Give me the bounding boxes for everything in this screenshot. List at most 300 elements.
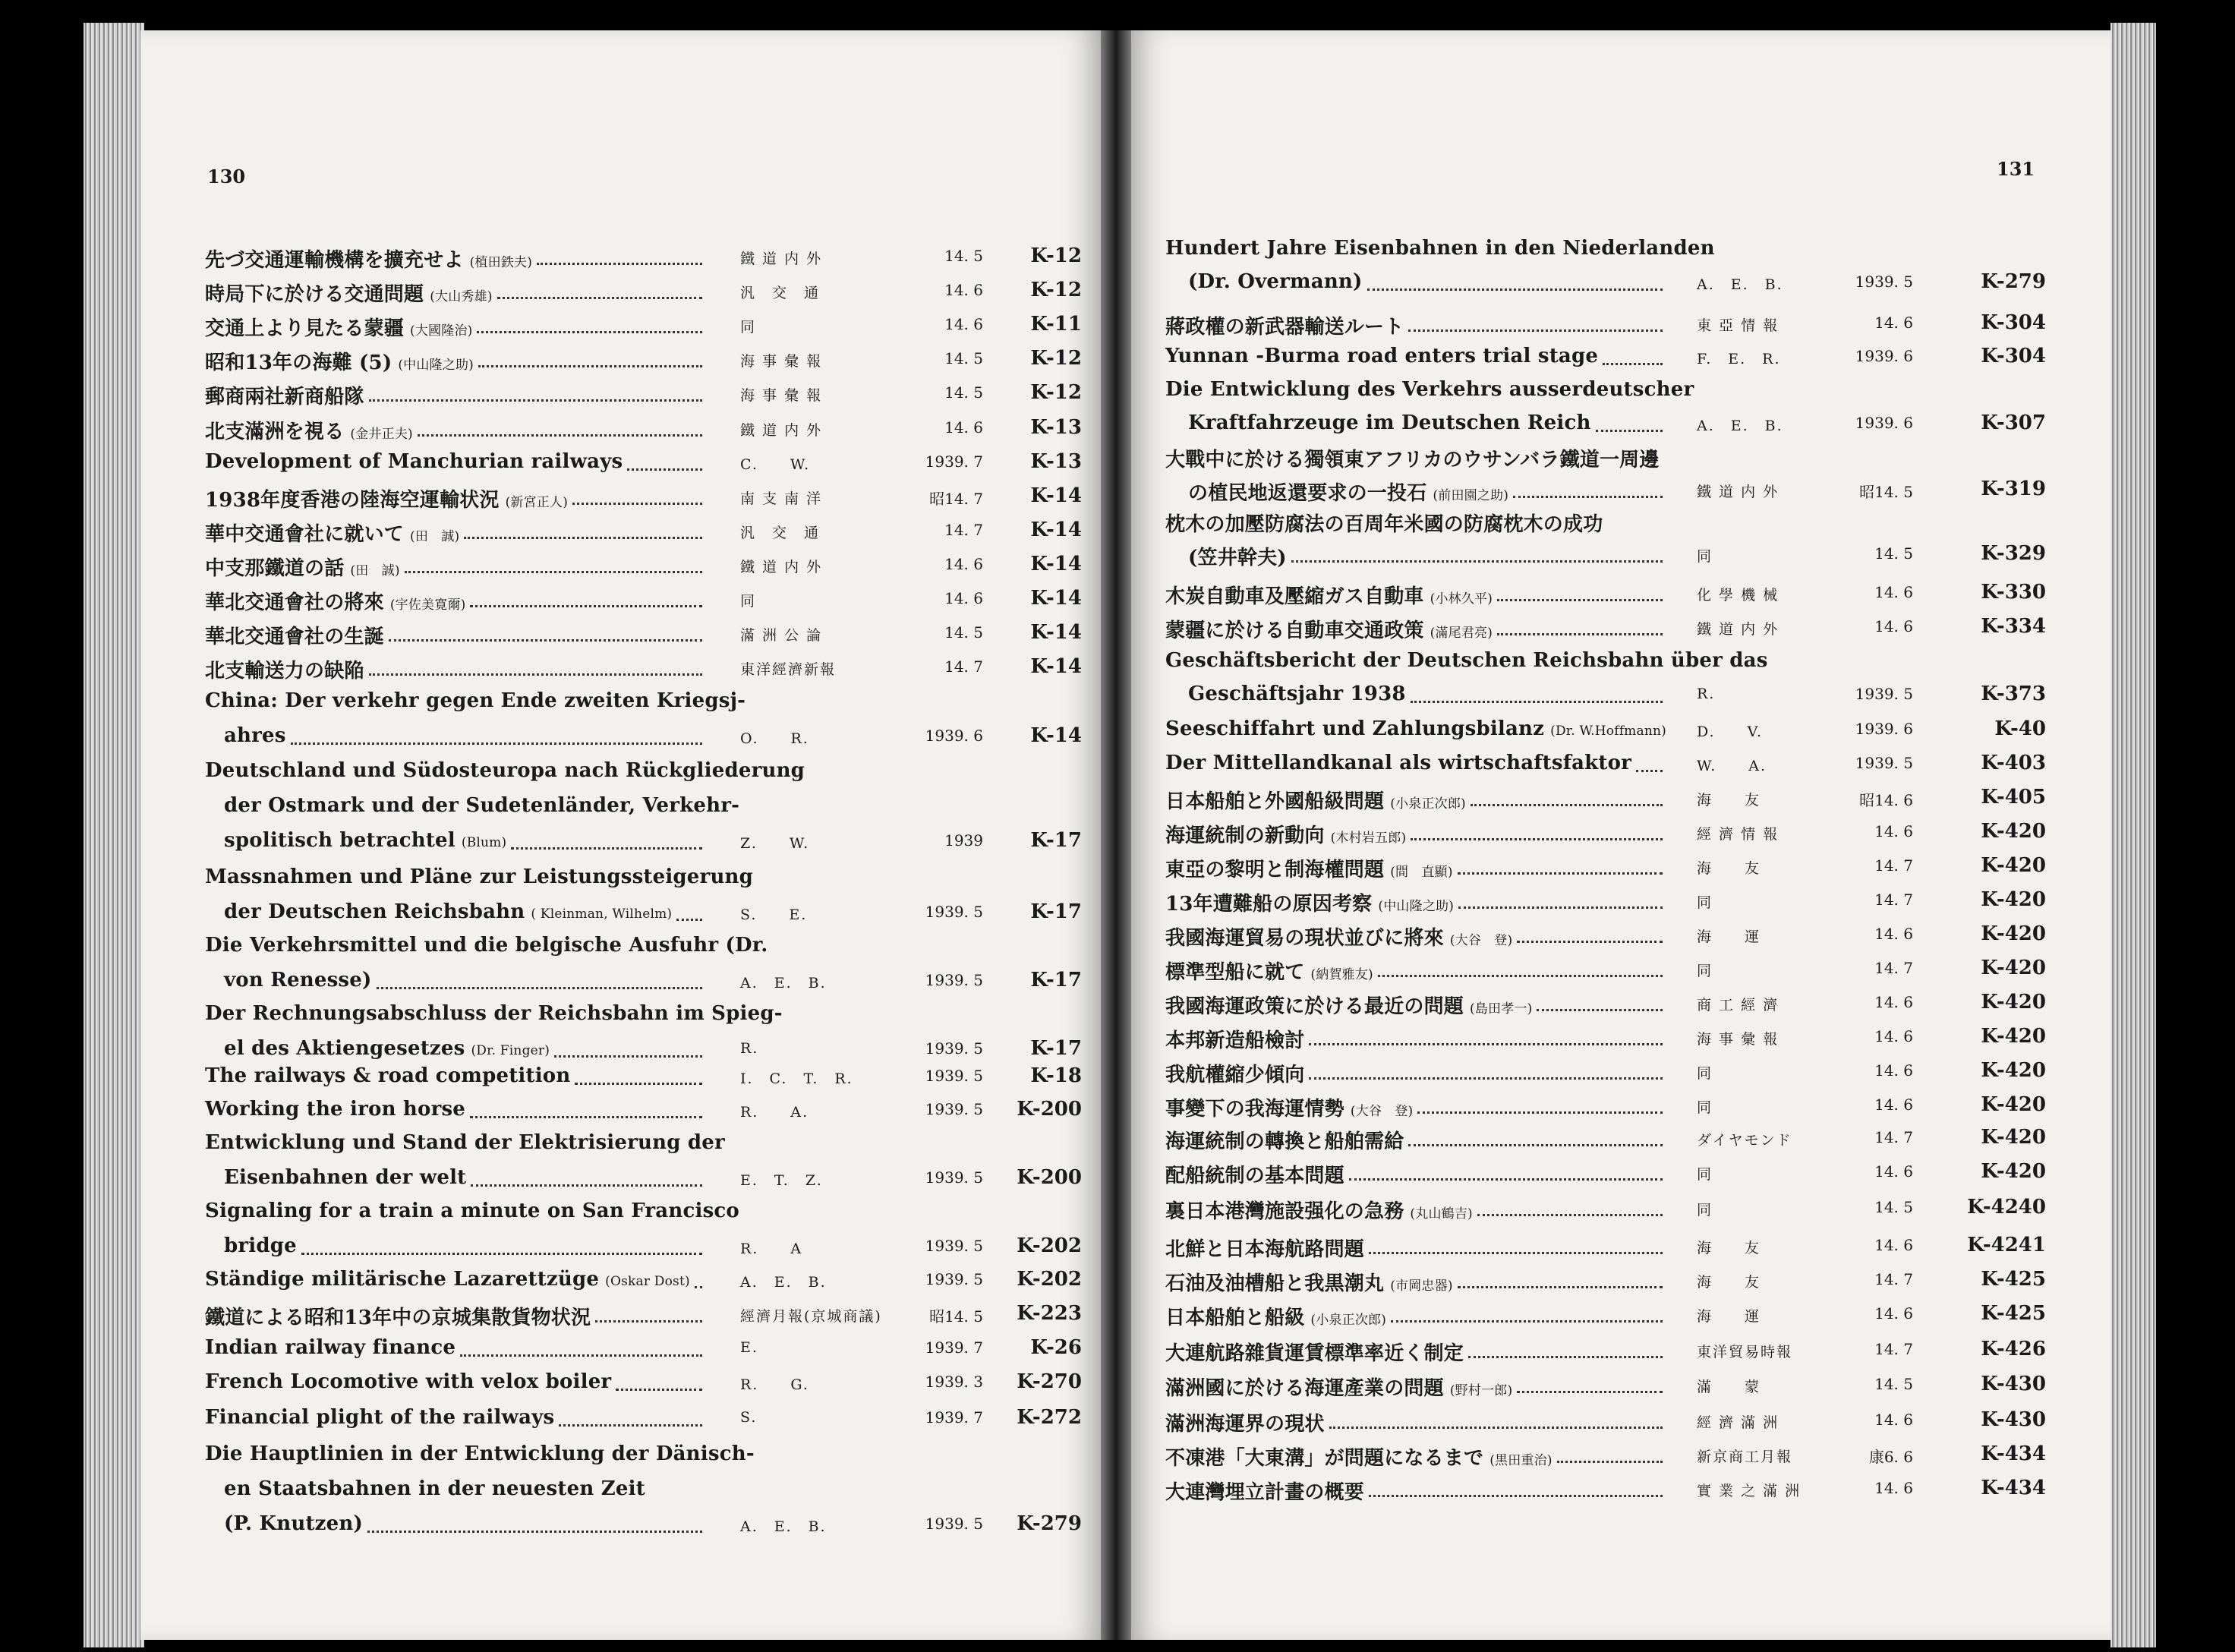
entry-author: (大國隆治) xyxy=(410,323,473,339)
leader-dots xyxy=(575,1083,702,1085)
entry-line xyxy=(205,553,400,581)
entry-source: 海 友 xyxy=(1697,1274,1761,1291)
leader-dots xyxy=(1468,1356,1663,1358)
entry-title-continuation: ahres xyxy=(224,724,286,747)
entry-code: K-420 xyxy=(1981,1160,2046,1183)
entry-date: 康6. 6 xyxy=(1868,1448,1913,1466)
list-item xyxy=(140,655,1101,690)
entry-title-continuation: bridge xyxy=(224,1234,297,1257)
entry-date: 14. 6 xyxy=(944,589,983,607)
entry-source: R. G. xyxy=(740,1376,809,1393)
entry-source: 東洋貿易時報 xyxy=(1697,1344,1793,1360)
list-item xyxy=(1131,1196,2110,1229)
left-page xyxy=(140,30,1101,1640)
entry-title: 滿洲國に於ける海運產業の問題 xyxy=(1165,1377,1444,1400)
entry-author: (滿尾君亮) xyxy=(1430,626,1493,641)
list-item xyxy=(1131,237,2110,304)
entry-code: K-434 xyxy=(1981,1442,2046,1465)
list-item xyxy=(1131,820,2110,853)
entry-source: W. A. xyxy=(1697,758,1767,774)
entry-title: 北鮮と日本海航路問題 xyxy=(1165,1238,1365,1261)
leader-dots xyxy=(554,1055,702,1058)
entry-line xyxy=(1165,922,1512,951)
leader-dots xyxy=(1596,430,1663,432)
entry-code: K-420 xyxy=(1981,888,2046,911)
entry-date: 1939. 5 xyxy=(925,1168,983,1187)
list-item xyxy=(140,279,1101,314)
list-item xyxy=(1131,615,2110,648)
list-item xyxy=(1131,991,2110,1024)
entry-date: 14. 6 xyxy=(1874,617,1913,635)
entry-date: 14. 6 xyxy=(1874,1061,1913,1080)
leader-dots xyxy=(1408,329,1663,332)
entry-source: A. E. B. xyxy=(1697,276,1783,293)
entry-code: K-223 xyxy=(1017,1302,1082,1325)
entry-source: 同 xyxy=(1697,1065,1713,1082)
entry-title: China: Der verkehr gegen Ende zweiten Kriegsj- xyxy=(205,689,746,712)
leader-dots xyxy=(470,605,702,607)
list-item xyxy=(1131,378,2110,445)
list-item xyxy=(140,1406,1101,1441)
entry-source: E. xyxy=(740,1339,758,1356)
leader-dots xyxy=(1309,1077,1663,1080)
entry-title: 裏日本港灣施設强化の急務 xyxy=(1165,1200,1404,1223)
entry-title: Working the iron horse xyxy=(205,1098,466,1121)
leader-dots xyxy=(511,847,702,850)
entry-source: 南 支 南 洋 xyxy=(740,490,823,507)
entry-date: 14. 6 xyxy=(944,281,983,299)
entry-line xyxy=(224,900,672,923)
entry-date: 14. 5 xyxy=(1874,544,1913,563)
entry-source: 海 運 xyxy=(1697,928,1761,945)
entry-source: 化 學 機 械 xyxy=(1697,587,1779,604)
entry-source: F. E. R. xyxy=(1697,351,1781,367)
entry-code: K-200 xyxy=(1017,1098,1082,1121)
entry-date: 14. 5 xyxy=(944,623,983,642)
entry-line xyxy=(224,829,506,852)
entry-code: K-420 xyxy=(1981,957,2046,979)
entry-source: A. E. B. xyxy=(740,975,827,992)
entry-line xyxy=(1165,786,1466,814)
entry-source: 海 友 xyxy=(1697,1240,1761,1256)
entry-line xyxy=(205,484,568,512)
list-item xyxy=(1131,1268,2110,1301)
entry-date: 14. 7 xyxy=(1874,891,1913,909)
list-item xyxy=(1131,509,2110,575)
entry-date: 14. 7 xyxy=(944,521,983,539)
list-item xyxy=(1131,717,2110,751)
entry-title-continuation: el des Aktiengesetzes xyxy=(224,1037,465,1060)
entry-title: 昭和13年の海難 (5) xyxy=(205,352,392,374)
entry-date: 14. 5 xyxy=(1874,1198,1913,1216)
leader-dots xyxy=(1513,496,1663,498)
entry-title: Development of Manchurian railways xyxy=(205,450,623,473)
leader-dots xyxy=(1458,1286,1663,1288)
list-item xyxy=(140,244,1101,279)
entry-title: Der Mittellandkanal als wirtschaftsfaktor xyxy=(1165,752,1632,774)
list-item xyxy=(140,865,1101,935)
entry-code: K-420 xyxy=(1981,1025,2046,1048)
entry-code: K-17 xyxy=(1030,829,1082,852)
entry-date: 14. 6 xyxy=(944,418,983,437)
entry-author: (木村岩五郎) xyxy=(1330,831,1407,846)
list-item xyxy=(1131,345,2110,378)
book-edge-right xyxy=(2110,23,2156,1647)
entry-title-continuation: en Staatsbahnen in der neuesten Zeit xyxy=(224,1477,645,1500)
list-item xyxy=(140,1268,1101,1303)
leader-dots xyxy=(1471,804,1663,806)
entry-code: K-304 xyxy=(1981,311,2046,334)
entry-source: 滿 洲 公 論 xyxy=(740,627,823,644)
entry-title: Massnahmen und Pläne zur Leistungssteigerung xyxy=(205,865,754,888)
list-item xyxy=(140,313,1101,348)
entry-author: (小泉正次郎) xyxy=(1390,796,1466,812)
entry-code: K-18 xyxy=(1030,1064,1082,1087)
entry-source: 海 事 彙 報 xyxy=(740,387,823,404)
list-item xyxy=(140,1442,1101,1547)
entry-author: (黒田重治) xyxy=(1489,1453,1553,1468)
entry-author: (小泉正次郎) xyxy=(1310,1313,1387,1328)
leader-dots xyxy=(1458,872,1663,875)
entry-source: R. xyxy=(740,1040,759,1057)
list-item xyxy=(1131,752,2110,785)
entry-code: K-13 xyxy=(1030,450,1082,473)
entry-date: 14. 7 xyxy=(1874,1340,1913,1358)
leader-dots xyxy=(616,1389,702,1391)
entry-date: 昭14. 7 xyxy=(929,490,983,508)
entry-code: K-334 xyxy=(1981,615,2046,638)
entry-source: E. T. Z. xyxy=(740,1172,823,1189)
list-item xyxy=(1131,1126,2110,1159)
entry-code: K-279 xyxy=(1017,1512,1082,1535)
entry-date: 14. 6 xyxy=(1874,1162,1913,1181)
entry-source: 經濟月報(京城商議) xyxy=(740,1308,882,1325)
leader-dots xyxy=(1477,1214,1663,1216)
entry-code: K-329 xyxy=(1981,542,2046,565)
entry-source: A. E. B. xyxy=(740,1518,827,1535)
entry-code: K-12 xyxy=(1030,244,1082,267)
list-item xyxy=(1131,1442,2110,1476)
entry-author: (Blum) xyxy=(461,835,507,850)
leader-dots xyxy=(1603,363,1663,365)
entry-code: K-434 xyxy=(1981,1477,2046,1499)
entry-title: Signaling for a train a minute on San Francisco xyxy=(205,1200,739,1222)
entry-source: 海 友 xyxy=(1697,792,1761,809)
list-item xyxy=(140,1131,1101,1201)
entry-source: R. A xyxy=(740,1241,803,1257)
leader-dots xyxy=(471,1184,702,1187)
entry-date: 1939. 5 xyxy=(925,1237,983,1255)
leader-dots xyxy=(537,263,702,265)
entry-source: S. xyxy=(740,1409,758,1426)
entry-title: 海運統制の轉換と船舶需給 xyxy=(1165,1130,1404,1153)
entry-title: 時局下に於ける交通問題 xyxy=(205,283,424,306)
entry-code: K-17 xyxy=(1030,900,1082,923)
entry-code: K-14 xyxy=(1030,587,1082,610)
leader-dots xyxy=(1458,906,1663,909)
leader-dots xyxy=(464,537,702,539)
list-item xyxy=(1131,854,2110,887)
entry-code: K-403 xyxy=(1981,752,2046,774)
entry-code: K-17 xyxy=(1030,969,1082,992)
entry-code: K-14 xyxy=(1030,553,1082,575)
list-item xyxy=(140,450,1101,485)
leader-dots xyxy=(1329,1427,1663,1429)
entry-title: 交通上より見たる蒙疆 xyxy=(205,317,405,340)
entry-source: 東 亞 情 報 xyxy=(1697,317,1779,334)
list-item xyxy=(1131,1477,2110,1510)
entry-line xyxy=(205,244,532,273)
entry-code: K-425 xyxy=(1981,1302,2046,1325)
entry-date: 1939. 6 xyxy=(1855,414,1913,432)
entry-date: 14. 6 xyxy=(1874,1236,1913,1254)
entry-date: 14. 7 xyxy=(944,657,983,676)
entry-date: 1939. 5 xyxy=(1855,685,1913,703)
leader-dots xyxy=(1537,1009,1663,1011)
entry-source: 同 xyxy=(1697,963,1713,979)
entry-source: 實 業 之 滿 洲 xyxy=(1697,1483,1802,1499)
entry-source: I. C. T. R. xyxy=(740,1070,853,1087)
entry-title: 華中交通會社に就いて xyxy=(205,523,405,546)
entry-source: 同 xyxy=(1697,548,1713,565)
list-item xyxy=(140,689,1101,759)
leader-dots xyxy=(1391,1320,1663,1323)
entry-title: 滿洲海運界の現状 xyxy=(1165,1413,1325,1436)
entry-date: 1939. 5 xyxy=(925,971,983,989)
book-edge-left xyxy=(84,23,144,1647)
entry-source: 海 事 彙 報 xyxy=(1697,1031,1779,1048)
entry-code: K-425 xyxy=(1981,1268,2046,1291)
entry-date: 1939. 7 xyxy=(925,1408,983,1427)
entry-code: K-319 xyxy=(1981,478,2046,500)
entry-date: 昭14. 6 xyxy=(1859,791,1913,809)
entry-line xyxy=(1165,1268,1453,1296)
entry-title: 標準型船に就て xyxy=(1165,961,1305,984)
entry-title: 石油及油槽船と我黒潮丸 xyxy=(1165,1272,1385,1295)
entry-source: R. A. xyxy=(740,1104,809,1121)
entry-date: 14. 5 xyxy=(1874,1375,1913,1393)
list-item xyxy=(1131,922,2110,956)
list-item xyxy=(140,381,1101,416)
entry-line xyxy=(1165,820,1406,848)
entry-title: 日本船舶と船級 xyxy=(1165,1307,1305,1329)
list-item xyxy=(140,1002,1101,1072)
leader-dots xyxy=(1378,975,1663,977)
entry-title: Ständige militärische Lazarettzüge xyxy=(205,1268,600,1291)
entry-title: 我國海運貿易の現状並びに將來 xyxy=(1165,927,1444,950)
leader-dots xyxy=(595,1320,702,1323)
entry-line xyxy=(205,587,465,615)
entry-code: K-420 xyxy=(1981,854,2046,877)
entry-line xyxy=(1165,1442,1553,1471)
entry-title: 郵商兩社新商船隊 xyxy=(205,386,364,408)
list-item xyxy=(140,416,1101,451)
entry-title-continuation: の植民地返還要求の一投石 xyxy=(1188,482,1427,505)
entry-source: O. R. xyxy=(740,730,809,747)
list-item xyxy=(1131,957,2110,990)
entry-author: (宇佐美寛爾) xyxy=(389,597,466,613)
leader-dots xyxy=(477,331,702,333)
leader-dots xyxy=(291,742,702,745)
leader-dots xyxy=(1309,1043,1663,1045)
entry-source: 同 xyxy=(1697,1202,1713,1219)
entry-date: 1939 xyxy=(944,831,983,850)
entry-source: 經 濟 滿 洲 xyxy=(1697,1414,1779,1431)
entry-code: K-14 xyxy=(1030,655,1082,678)
entry-date: 14. 7 xyxy=(1874,856,1913,875)
entry-code: K-405 xyxy=(1981,786,2046,809)
entry-title: Yunnan -Burma road enters trial stage xyxy=(1165,345,1599,367)
entry-title: Financial plight of the railways xyxy=(205,1406,555,1429)
entry-title: 枕木の加壓防腐法の百周年米國の防腐枕木の成功 xyxy=(1165,513,1603,536)
entry-author: (中山隆之助) xyxy=(398,358,474,373)
entry-line xyxy=(205,1268,690,1291)
entry-source: 滿 蒙 xyxy=(1697,1379,1761,1395)
entry-author: (小林久平) xyxy=(1430,591,1493,607)
entry-title: 13年遭難船の原因考察 xyxy=(1165,893,1373,916)
entry-author: (田 誠) xyxy=(410,529,460,544)
entry-title-continuation: der Ostmark und der Sudetenländer, Verkehr- xyxy=(224,794,740,817)
entry-code: K-40 xyxy=(1994,717,2046,740)
entry-source: D. V. xyxy=(1697,724,1764,740)
entry-code: K-420 xyxy=(1981,1126,2046,1149)
entry-date: 1939. 7 xyxy=(925,452,983,471)
entry-date: 14. 6 xyxy=(1874,925,1913,943)
entry-line xyxy=(205,313,472,341)
entry-author: (大谷 登) xyxy=(1449,933,1513,948)
entry-line xyxy=(1188,478,1508,506)
leader-dots xyxy=(367,1531,702,1533)
entry-code: K-420 xyxy=(1981,820,2046,843)
entry-title: 不凍港「大東溝」が問題になるまで xyxy=(1165,1447,1484,1470)
entry-code: K-12 xyxy=(1030,381,1082,404)
entry-date: 1939. 5 xyxy=(925,1039,983,1058)
entry-code: K-202 xyxy=(1017,1234,1082,1257)
page-number: 131 xyxy=(1997,158,2035,180)
leader-dots xyxy=(460,1354,702,1357)
entry-line xyxy=(205,347,474,375)
leader-dots xyxy=(1369,1252,1663,1254)
leader-dots xyxy=(695,1286,702,1288)
entry-line xyxy=(1165,991,1532,1019)
entry-code: K-26 xyxy=(1030,1336,1082,1359)
entry-source: 鐵 道 内 外 xyxy=(740,251,823,267)
list-item xyxy=(1131,1408,2110,1442)
entry-date: 14. 5 xyxy=(944,247,983,265)
leader-dots xyxy=(1408,1144,1663,1146)
entry-code: K-307 xyxy=(1981,411,2046,434)
entry-author: (金井正夫) xyxy=(350,427,413,442)
leader-dots xyxy=(389,639,702,642)
list-item xyxy=(140,621,1101,656)
entry-date: 1939. 5 xyxy=(925,1067,983,1085)
entry-code: K-200 xyxy=(1017,1166,1082,1189)
entry-title-continuation: Geschäftsjahr 1938 xyxy=(1188,683,1406,705)
list-item xyxy=(140,1064,1101,1099)
entry-date: 14. 6 xyxy=(1874,1479,1913,1497)
leader-dots xyxy=(1636,770,1663,772)
entry-author: (Dr. W.Hoffmann) xyxy=(1550,724,1666,739)
book-gutter xyxy=(1101,30,1131,1640)
leader-dots xyxy=(497,297,702,299)
entry-title-continuation: Eisenbahnen der welt xyxy=(224,1166,467,1189)
entry-title: 大戰中に於ける獨領東アフリカのウサンバラ鐵道一周邊 xyxy=(1165,449,1660,471)
leader-dots xyxy=(1557,1461,1663,1463)
list-item xyxy=(1131,311,2110,345)
leader-dots xyxy=(1497,599,1663,601)
list-item xyxy=(1131,444,2110,511)
entry-code: K-14 xyxy=(1030,484,1082,507)
entry-code: K-12 xyxy=(1030,279,1082,301)
entry-title: Die Hauptlinien in der Entwicklung der Dänisch- xyxy=(205,1442,755,1465)
entry-title: 鐵道による昭和13年中の京城集散貨物状況 xyxy=(205,1307,591,1329)
list-item xyxy=(1131,1160,2110,1193)
entry-line xyxy=(205,279,493,307)
entry-source: Z. W. xyxy=(740,835,810,852)
entry-source: A. E. B. xyxy=(1697,418,1783,434)
entry-date: 14. 6 xyxy=(1874,583,1913,601)
list-item xyxy=(1131,1025,2110,1058)
entry-date: 14. 6 xyxy=(1874,1027,1913,1045)
entry-line xyxy=(1165,581,1493,609)
entry-code: K-17 xyxy=(1030,1037,1082,1060)
entry-date: 1939. 6 xyxy=(1855,347,1913,365)
entry-source: 同 xyxy=(1697,1166,1713,1183)
entry-title-continuation: (笠井幹夫) xyxy=(1188,547,1287,569)
entry-code: K-420 xyxy=(1981,1059,2046,1082)
list-item xyxy=(140,553,1101,588)
list-item xyxy=(1131,1302,2110,1335)
entry-source: 海 運 xyxy=(1697,1308,1761,1325)
entry-author: (田 誠) xyxy=(350,563,400,579)
entry-title: Entwicklung und Stand der Elektrisierung der xyxy=(205,1131,725,1154)
entry-author: (納賀雅友) xyxy=(1310,967,1373,982)
list-item xyxy=(140,1098,1101,1133)
entry-date: 1939. 5 xyxy=(925,1515,983,1533)
list-item xyxy=(1131,1373,2110,1406)
right-page xyxy=(1131,30,2110,1640)
entry-author: (Dr. Finger) xyxy=(471,1043,550,1058)
entry-source: 同 xyxy=(1697,894,1713,911)
leader-dots xyxy=(627,468,702,471)
entry-source: 商 工 經 濟 xyxy=(1697,997,1779,1014)
leader-dots xyxy=(572,503,702,505)
entry-date: 14. 6 xyxy=(1874,1096,1913,1114)
leader-dots xyxy=(478,365,702,367)
entry-title: 北支輸送力の缺陥 xyxy=(205,660,364,683)
entry-source: C. W. xyxy=(740,456,811,473)
entry-line xyxy=(1165,1373,1512,1401)
entry-title: 1938年度香港の陸海空運輸状況 xyxy=(205,489,500,512)
entry-code: K-202 xyxy=(1017,1268,1082,1291)
entry-date: 14. 5 xyxy=(944,349,983,367)
entry-date: 1939. 5 xyxy=(925,1100,983,1118)
entry-title: French Locomotive with velox boiler xyxy=(205,1370,612,1393)
entry-title-continuation: der Deutschen Reichsbahn xyxy=(224,900,525,923)
entry-source: 鐵 道 内 外 xyxy=(740,559,823,575)
entry-author: (大谷 登) xyxy=(1350,1104,1414,1119)
entry-date: 1939. 5 xyxy=(1855,754,1913,772)
entry-title: 華北交通會社の將來 xyxy=(205,591,384,614)
list-item xyxy=(1131,1234,2110,1267)
page-number: 130 xyxy=(207,166,246,188)
leader-dots xyxy=(1517,941,1663,943)
entry-code: K-12 xyxy=(1030,347,1082,370)
leader-dots xyxy=(1369,1495,1663,1497)
entry-line xyxy=(1165,854,1453,882)
entry-date: 昭14. 5 xyxy=(929,1307,983,1326)
entry-date: 1939. 5 xyxy=(925,903,983,921)
